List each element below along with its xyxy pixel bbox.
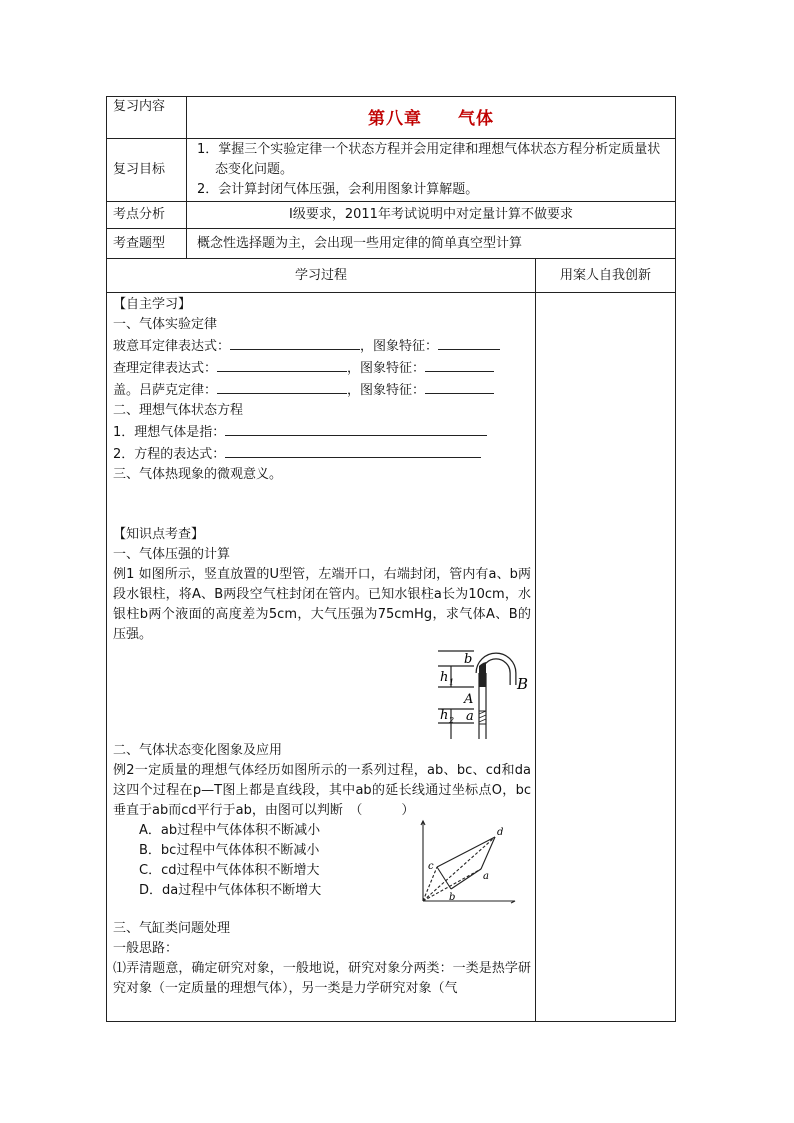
gay-lussac-feature-blank[interactable] <box>425 379 494 394</box>
charles-feature-label: ，图象特征： <box>347 361 426 376</box>
gay-lussac-line <box>113 379 531 401</box>
row-body <box>107 293 676 1022</box>
ideal-gas-label: 1．理想气体是指： <box>113 425 226 440</box>
boyle-feature-label: ，图象特征： <box>360 339 439 354</box>
step-1-text: ⑴弄清题意，确定研究对象，一般地说，研究对象分两类：一类是热学研究对象（一定质量的理想气体），另一类是力学研究对象（气 <box>113 961 531 996</box>
analysis-text: I级要求，2011年考试说明中对定量计算不做要求 <box>187 202 676 229</box>
equation-blank[interactable] <box>225 443 481 458</box>
point-a: a <box>483 871 489 882</box>
equation-label: 2．方程的表达式： <box>113 447 226 462</box>
boyle-line <box>113 335 531 357</box>
option-a: A．ab过程中气体体积不断减小 <box>139 823 321 838</box>
u-tube-figure <box>438 649 548 741</box>
row-headers <box>107 259 676 293</box>
label-B: B <box>517 675 529 693</box>
header-innovation: 用案人自我创新 <box>536 259 676 293</box>
oc-dashed <box>423 867 437 901</box>
ideal-gas-blank[interactable] <box>225 421 487 436</box>
figure-1-wrap <box>113 645 531 741</box>
label-review-content: 复习内容 <box>107 97 187 139</box>
hatch-3 <box>479 719 486 722</box>
header-process: 学习过程 <box>107 259 536 293</box>
ideal-gas-line <box>113 421 531 443</box>
example-2-options <box>113 821 531 919</box>
row-review-content <box>107 97 676 139</box>
point-d: d <box>497 827 504 838</box>
label-A: A <box>464 692 474 707</box>
gay-lussac-blank[interactable] <box>217 379 347 394</box>
section-ideal-gas: 二、理想气体状态方程 <box>113 403 244 418</box>
segment-bc <box>437 867 451 889</box>
spacer <box>113 485 531 525</box>
boyle-feature-blank[interactable] <box>438 335 500 350</box>
label-question-type: 考查题型 <box>107 229 187 259</box>
label-analysis: 考点分析 <box>107 202 187 229</box>
label-h2: h <box>440 708 449 723</box>
knowledge-title: 【知识点考查】 <box>113 527 205 542</box>
section-graph: 二、气体状态变化图象及应用 <box>113 743 283 758</box>
example-1-text: 例1 如图所示，竖直放置的U型管，左端开口，右端封闭，管内有a、b两段水银柱，将A、B两段空气柱封闭在管内。已知水银柱a长为10cm，水银柱b两个液面的高度差为5cm，大气压强为75cmHg，求气体A、B的压强。 <box>113 567 531 642</box>
label-review-goals: 复习目标 <box>107 139 187 202</box>
section-micro-meaning: 三、气体热现象的微观意义。 <box>113 467 283 482</box>
innovation-column[interactable] <box>536 293 676 1022</box>
t-axis-arrow <box>511 901 515 903</box>
equation-line <box>113 443 531 465</box>
od-dashed <box>423 837 495 901</box>
option-c: C．cd过程中气体体积不断增大 <box>139 863 320 878</box>
row-question-type <box>107 229 676 259</box>
charles-feature-blank[interactable] <box>425 357 494 372</box>
section-pressure: 一、气体压强的计算 <box>113 547 231 562</box>
option-d: D．da过程中气体体积不断增大 <box>139 883 322 898</box>
row-review-goals <box>107 139 676 202</box>
goal-item-2: 2．会计算封闭气体压强，会利用图象计算解题。 <box>197 182 479 197</box>
segment-ab <box>451 869 481 889</box>
section-cylinder: 三、气缸类问题处理 <box>113 921 231 936</box>
section-gas-laws: 一、气体实验定律 <box>113 317 218 332</box>
point-c: c <box>428 861 434 872</box>
self-study-title: 【自主学习】 <box>113 297 192 312</box>
question-type-text: 概念性选择题为主，会出现一些用定律的简单真空型计算 <box>187 229 676 259</box>
point-b: b <box>449 892 456 903</box>
review-goals <box>187 139 676 202</box>
pt-graph-figure <box>415 817 519 905</box>
boyle-blank[interactable] <box>230 335 360 350</box>
label-h1: h <box>440 670 449 685</box>
review-table <box>106 96 676 1022</box>
learning-process <box>107 293 536 1022</box>
label-b: b <box>464 652 473 667</box>
general-approach: 一般思路： <box>113 941 179 956</box>
option-b: B．bc过程中气体体积不断减小 <box>139 843 320 858</box>
label-a: a <box>466 709 474 724</box>
boyle-label: 玻意耳定律表达式： <box>113 339 231 354</box>
charles-blank[interactable] <box>217 357 347 372</box>
label-h2-sub: 2 <box>449 716 455 725</box>
chapter-title: 第八章 气体 <box>187 97 676 139</box>
charles-label: 查理定律表达式： <box>113 361 218 376</box>
row-analysis <box>107 202 676 229</box>
charles-line <box>113 357 531 379</box>
segment-da <box>481 837 495 869</box>
goal-item-1: 1．掌握三个实验定律一个状态方程并会用定律和理想气体状态方程分析定质量状态变化问题。 <box>197 142 661 177</box>
hatch-2 <box>479 715 486 718</box>
label-h1-sub: 1 <box>449 678 455 687</box>
gay-lussac-label: 盖。吕萨克定律： <box>113 383 218 398</box>
example-2-text: 例2一定质量的理想气体经历如图所示的一系列过程，ab、bc、cd和da这四个过程在p—T图上都是直线段，其中ab的延长线通过坐标点O，bc垂直于ab而cd平行于ab，由图可以判断 （ ） <box>113 763 531 818</box>
gay-lussac-feature-label: ，图象特征： <box>347 383 426 398</box>
